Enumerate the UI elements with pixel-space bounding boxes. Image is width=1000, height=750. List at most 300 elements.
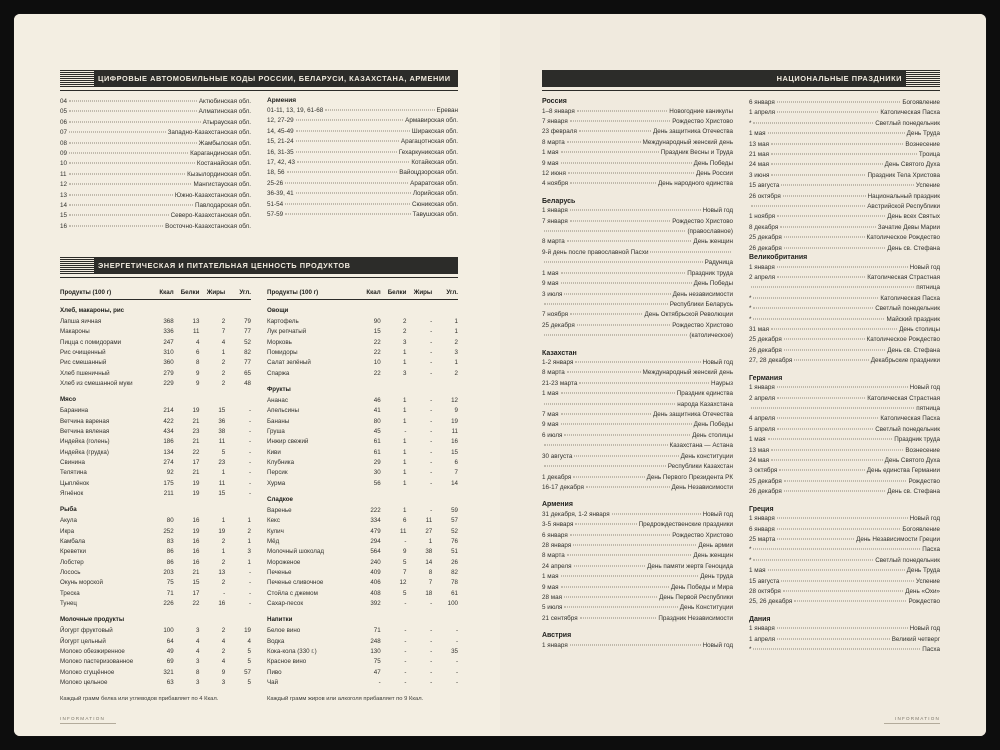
leader: [296, 130, 410, 131]
food-kcal: 247: [163, 338, 174, 346]
leader: [768, 439, 893, 440]
food-name: Молоко цельное: [60, 679, 108, 687]
food-fat: -: [430, 647, 433, 655]
right-page: [500, 14, 986, 736]
food-protein: 1: [402, 459, 407, 467]
food-protein: 1: [402, 438, 407, 446]
leader: [751, 206, 865, 207]
holiday-row: [542, 237, 733, 247]
holiday-name: Пасха: [922, 646, 940, 654]
leader: [784, 349, 885, 350]
table-row: [267, 537, 458, 547]
holiday-date: 28 мая: [542, 594, 562, 602]
holiday-row: [749, 435, 940, 445]
table-row: [267, 588, 458, 598]
food-kcal: 240: [370, 558, 381, 566]
holiday-date: 5 июля: [542, 604, 563, 612]
holiday-row: [749, 171, 940, 181]
food-protein: 2: [402, 317, 407, 325]
food-protein: 19: [192, 407, 200, 415]
food-carbs: 2: [454, 369, 458, 377]
holiday-date: 25 декабря: [749, 477, 782, 485]
food-carbs: 16: [451, 438, 458, 446]
food-name: Хурма: [267, 479, 286, 487]
leader: [575, 362, 700, 363]
country-heading: Дания: [749, 615, 771, 623]
food-name: Свинина: [60, 459, 85, 467]
holiday-name: Рождество Христово: [672, 117, 733, 125]
table-row: [60, 368, 251, 378]
food-protein: 1: [402, 396, 407, 404]
holiday-date: 9-й день после православной Пасхи: [542, 248, 649, 256]
food-carbs: 100: [447, 600, 458, 608]
table-group-row: [60, 300, 251, 317]
holiday-row: [749, 223, 940, 233]
holiday-row: [542, 641, 733, 651]
country-heading: Беларусь: [542, 197, 576, 205]
food-fat: -: [430, 668, 433, 676]
leader: [784, 247, 885, 248]
code-row: 15 Северо-Казахстанская обл.: [60, 212, 251, 220]
holidays-title: НАЦИОНАЛЬНЫЕ ПРАЗДНИКИ: [776, 74, 902, 83]
food-name: Пиво: [267, 668, 282, 676]
food-carbs: 5: [247, 658, 251, 666]
holiday-row: [749, 150, 940, 160]
leader: [69, 121, 201, 122]
table-row: [267, 516, 458, 526]
holiday-row: [542, 603, 733, 613]
food-carbs: 19: [451, 417, 458, 425]
holiday-row: [542, 159, 733, 169]
food-carbs: 82: [451, 569, 458, 577]
food-carbs: 65: [244, 369, 251, 377]
holiday-date: 4 ноября: [542, 180, 569, 188]
food-name: Индейка (голень): [60, 438, 110, 446]
holiday-date: 8 марта: [542, 138, 565, 146]
holiday-name: Праздник Весны и Труда: [660, 149, 733, 157]
holiday-date: 8 марта: [542, 369, 565, 377]
holiday-name: Богоявление: [902, 525, 940, 533]
food-name: Печенье: [267, 569, 292, 577]
food-kcal: 30: [373, 469, 381, 477]
leader: [561, 414, 652, 415]
holiday-name: Троица: [918, 151, 940, 159]
food-protein: 21: [192, 417, 200, 425]
holiday-date: 1 декабря: [542, 473, 572, 481]
code-row: 12 Мангистауская обл.: [60, 181, 251, 189]
holiday-name: Майский праздник: [886, 315, 940, 323]
holiday-name: Праздник единства: [676, 390, 733, 398]
holiday-row: [542, 169, 733, 179]
holiday-name: День Победы: [693, 280, 733, 288]
food-protein: -: [404, 627, 407, 635]
holiday-row: [749, 325, 940, 335]
leader: [69, 215, 169, 216]
holiday-row: [749, 108, 940, 118]
holiday-name: Католическая Пасха: [880, 294, 940, 302]
food-fat: 3: [221, 679, 226, 687]
food-carbs: 51: [451, 548, 458, 556]
holiday-row: [749, 466, 940, 476]
food-fat: 23: [218, 459, 226, 467]
holidays-column-2: [749, 98, 940, 656]
holiday-row: [749, 335, 940, 345]
table-row: [60, 588, 251, 598]
food-name: Цыплёнок: [60, 479, 89, 487]
holiday-date: 3 июля: [542, 290, 563, 298]
holiday-name: пятница: [916, 284, 940, 292]
holiday-date: 5 апреля: [749, 425, 776, 433]
food-protein: 3: [195, 658, 200, 666]
table-row: [267, 368, 458, 378]
table-row: [267, 337, 458, 347]
food-name: Хлеб пшеничный: [60, 369, 110, 377]
holiday-row: [542, 473, 733, 483]
holiday-row: [749, 535, 940, 545]
food-kcal: 336: [163, 328, 174, 336]
holiday-name: День св. Стефана: [887, 488, 940, 496]
leader: [753, 297, 878, 298]
leader: [783, 195, 866, 196]
food-carbs: 26: [451, 558, 458, 566]
holiday-row: [749, 315, 940, 325]
leader: [570, 534, 670, 535]
leader: [69, 205, 193, 206]
food-kcal: 69: [166, 658, 174, 666]
leader: [296, 120, 404, 121]
leader: [777, 216, 885, 217]
food-protein: 21: [192, 569, 200, 577]
food-protein: 6: [402, 517, 407, 525]
leader: [544, 445, 668, 446]
leader: [573, 545, 696, 546]
food-fat: 2: [221, 369, 226, 377]
food-fat: -: [430, 479, 433, 487]
code-row: 04 Актюбинская обл.: [60, 98, 251, 105]
holiday-date: 25 декабря: [749, 336, 782, 344]
holiday-date: 21 сентября: [542, 614, 578, 622]
leader: [570, 644, 701, 645]
food-carbs: 19: [244, 627, 251, 635]
food-fat: -: [430, 459, 433, 467]
food-name: Хлеб из смешанной муки: [60, 380, 133, 388]
table-row: [60, 599, 251, 609]
food-group-label: Фрукты: [267, 385, 291, 393]
food-kcal: 71: [166, 589, 174, 597]
holiday-date: 1 января: [542, 207, 568, 215]
leader: [567, 241, 692, 242]
table-row: [267, 568, 458, 578]
holiday-row: [542, 431, 733, 441]
notebook-spread: [14, 14, 986, 736]
food-name: Инжир свежий: [267, 438, 309, 446]
food-carbs: -: [248, 417, 251, 425]
food-kcal: 47: [373, 668, 381, 676]
food-kcal: 41: [373, 407, 381, 415]
food-protein: -: [404, 537, 407, 545]
holiday-date: 26 декабря: [749, 488, 782, 496]
table-row: [267, 657, 458, 667]
food-fat: -: [430, 359, 433, 367]
holiday-row: [542, 593, 733, 603]
car-codes-column-1: [60, 97, 251, 232]
holiday-name: День Октябрьской Революции: [644, 311, 733, 319]
table-row: [267, 478, 458, 488]
food-name: Кока-кола (330 г.): [267, 647, 317, 655]
holiday-row: [542, 206, 733, 216]
code-row: 15, 21-24 Арагацотнская обл.: [267, 138, 458, 146]
holiday-row: [749, 202, 940, 212]
leader: [544, 303, 668, 304]
country-heading: Армения: [542, 501, 573, 509]
food-name: Апельсины: [267, 407, 299, 415]
leader: [781, 185, 913, 186]
holiday-date: 28 января: [542, 542, 572, 550]
holiday-row: [542, 520, 733, 530]
food-kcal: -: [378, 679, 381, 687]
holiday-row: [749, 556, 940, 566]
holiday-date: *: [749, 119, 752, 127]
leader: [783, 590, 903, 591]
food-protein: 19: [192, 479, 200, 487]
food-name: Груша: [267, 427, 285, 435]
table-row: [60, 358, 251, 368]
car-codes-header: [60, 70, 458, 87]
holiday-date: 9 мая: [542, 280, 559, 288]
leader: [650, 251, 731, 252]
food-carbs: -: [455, 627, 458, 635]
leader: [753, 649, 920, 650]
holiday-date: 8 марта: [542, 552, 565, 560]
leader: [753, 308, 873, 309]
leader: [561, 393, 675, 394]
food-kcal: 71: [373, 627, 381, 635]
table-row: [60, 478, 251, 488]
leader: [574, 565, 646, 566]
food-kcal: 134: [163, 448, 174, 456]
holiday-row: [749, 577, 940, 587]
leader: [285, 182, 408, 183]
section-holidays: [542, 70, 940, 656]
holiday-row: [542, 217, 733, 227]
food-name: Лобстер: [60, 558, 84, 566]
holiday-row: [749, 283, 940, 293]
food-carbs: -: [248, 600, 251, 608]
leader: [781, 580, 913, 581]
holiday-row: [542, 148, 733, 158]
food-fat: 2: [221, 380, 226, 388]
food-name: Камбала: [60, 537, 86, 545]
food-carbs: -: [248, 579, 251, 587]
code-row: 25-26 Араратская обл.: [267, 179, 458, 187]
table-row: [267, 447, 458, 457]
food-protein: 8: [195, 668, 200, 676]
holiday-date: 1 мая: [542, 390, 559, 398]
table-row: [267, 647, 458, 657]
holiday-name: День Святого Духа: [884, 457, 940, 464]
holiday-name: Австрийской Республики: [867, 203, 940, 211]
holiday-row: [749, 273, 940, 283]
food-fat: 2: [221, 579, 226, 587]
food-protein: 11: [192, 328, 200, 336]
food-name: Помидоры: [267, 349, 298, 357]
food-name: Ветчина вареная: [60, 417, 110, 425]
leader: [768, 570, 905, 571]
holiday-name: (православное): [687, 228, 733, 236]
food-name: Окунь морской: [60, 579, 103, 587]
holiday-date: 26 октября: [749, 192, 781, 200]
holiday-date: 15 августа: [749, 182, 780, 190]
leader: [784, 237, 865, 238]
food-protein: -: [404, 658, 407, 666]
leader: [296, 141, 399, 142]
leader: [753, 318, 884, 319]
leader: [580, 617, 657, 618]
food-fat: -: [430, 328, 433, 336]
holiday-name: Праздник труда: [894, 436, 940, 444]
code-row: 09 Карагандинская обл.: [60, 150, 251, 158]
holiday-name: Новый год: [909, 384, 940, 392]
holidays-column-1: [542, 98, 733, 656]
food-fat: -: [430, 417, 433, 425]
food-name: Индейка (грудка): [60, 448, 109, 456]
holiday-date: 1 ноября: [749, 213, 776, 221]
food-fat: 1: [221, 349, 226, 357]
food-name: Ананас: [267, 396, 288, 404]
leader: [771, 143, 903, 144]
holiday-name: Новый год: [702, 207, 733, 215]
holiday-row: [749, 525, 940, 535]
food-fat: 2: [221, 359, 226, 367]
table-row: [267, 626, 458, 636]
table-row: [267, 348, 458, 358]
food-carbs: -: [248, 569, 251, 577]
food-name: Ветчина вяленая: [60, 427, 110, 435]
food-kcal: 63: [166, 679, 174, 687]
holiday-row: [749, 587, 940, 597]
country-heading: Великобритания: [749, 254, 808, 262]
holiday-row: [749, 456, 940, 466]
holiday-date: 31 декабря, 1-2 января: [542, 510, 610, 518]
holiday-date: 9 мая: [542, 159, 559, 167]
holiday-row: [749, 446, 940, 456]
holiday-date: 1 мая: [749, 436, 766, 444]
food-name: Лук репчатый: [267, 328, 307, 336]
food-carbs: -: [455, 679, 458, 687]
food-protein: 16: [192, 537, 200, 545]
holiday-name: Католическая Страстная: [867, 394, 940, 402]
holiday-name: Рождество Христово: [672, 531, 733, 539]
food-protein: 4: [195, 338, 200, 346]
code-row: 05 Алматинская обл.: [60, 108, 251, 116]
food-kcal: 92: [166, 469, 174, 477]
food-name: Морковь: [267, 338, 292, 346]
holiday-name: Светлый понедельник: [875, 425, 940, 433]
table-row: [60, 327, 251, 337]
food-fat: 2: [221, 627, 226, 635]
table-row: [60, 678, 251, 688]
food-kcal: 64: [166, 637, 174, 645]
holiday-date: 26 декабря: [749, 346, 782, 354]
food-carbs: 52: [451, 527, 458, 535]
holiday-row: [749, 487, 940, 497]
leader: [69, 173, 186, 174]
leader: [564, 293, 670, 294]
food-name: Лосось: [60, 569, 81, 577]
leader: [780, 226, 876, 227]
table-row: [60, 647, 251, 657]
leader: [784, 339, 865, 340]
food-fat: 1: [221, 548, 226, 556]
food-fat: 13: [218, 569, 226, 577]
food-kcal: 226: [163, 600, 174, 608]
food-name: Молоко пастеризованное: [60, 658, 134, 666]
food-name: Мороженое: [267, 558, 301, 566]
leader: [777, 538, 854, 539]
leader: [544, 466, 666, 467]
food-kcal: 86: [166, 548, 174, 556]
leader: [777, 428, 873, 429]
holiday-name: Декабрьские праздники: [870, 357, 940, 365]
holiday-row: [749, 597, 940, 607]
food-group-label: Сладкое: [267, 495, 294, 503]
food-name: Икра: [60, 527, 75, 535]
food-kcal: 45: [373, 427, 381, 435]
food-carbs: 2: [454, 338, 458, 346]
holiday-date: 9 мая: [542, 583, 559, 591]
holiday-row: [542, 410, 733, 420]
food-carbs: 3: [247, 548, 251, 556]
table-row: [267, 678, 458, 688]
food-name: Рис смешанный: [60, 359, 107, 367]
holiday-date: 2 апреля: [749, 274, 776, 281]
table-row: [267, 458, 458, 468]
food-kcal: 222: [370, 506, 381, 514]
food-carbs: 2: [247, 527, 251, 535]
food-name: Рис очищенный: [60, 349, 106, 357]
table-row: [60, 568, 251, 578]
holiday-row: [542, 379, 733, 389]
food-protein: 5: [402, 558, 407, 566]
food-carbs: 14: [451, 479, 458, 487]
holiday-row: [749, 244, 940, 254]
holiday-name: Праздник труда: [687, 269, 733, 277]
food-protein: 2: [402, 328, 407, 336]
holiday-row: [749, 545, 940, 555]
holiday-date: 12 июня: [542, 169, 566, 177]
holiday-date: 1-2 января: [542, 359, 574, 367]
food-kcal: 422: [163, 417, 174, 425]
food-kcal: 22: [373, 369, 381, 377]
holiday-name: Казахстана — Астана: [669, 442, 733, 450]
food-fat: 11: [218, 438, 226, 446]
food-fat: 7: [221, 328, 226, 336]
holiday-date: 9 мая: [542, 421, 559, 429]
leader: [574, 455, 678, 456]
leader: [777, 528, 901, 529]
food-kcal: 334: [370, 517, 381, 525]
holiday-name: День Первого Президента РК: [646, 473, 733, 481]
food-name: Спаржа: [267, 369, 290, 377]
holiday-name: День защитника Отечества: [653, 411, 733, 419]
table-row: [267, 578, 458, 588]
food-name: Ягнёнок: [60, 490, 84, 498]
food-carbs: 12: [451, 396, 458, 404]
table-row: [60, 537, 251, 547]
footer-left: INFORMATION: [60, 716, 116, 724]
food-protein: 4: [195, 637, 200, 645]
table-row: [60, 578, 251, 588]
